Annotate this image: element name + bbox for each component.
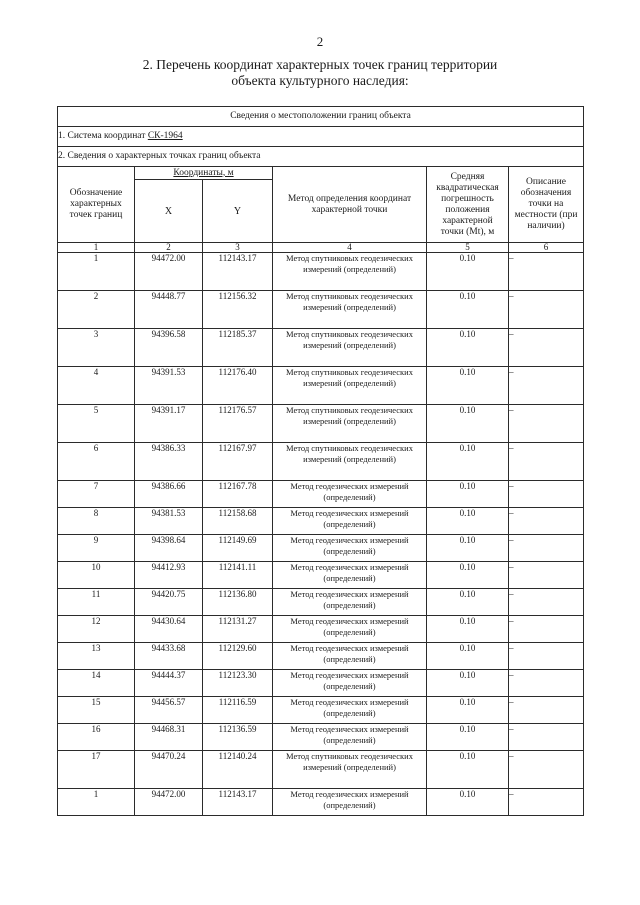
method-cell: Метод геодезических измерений (определений) bbox=[273, 789, 427, 816]
error-value: 0.10 bbox=[427, 697, 509, 724]
y-coordinate: 112158.68 bbox=[203, 508, 273, 535]
table-row bbox=[58, 443, 584, 481]
table-row bbox=[58, 643, 584, 670]
coordinates-table bbox=[57, 106, 584, 816]
error-value: 0.10 bbox=[427, 481, 509, 508]
description-cell: – bbox=[509, 616, 584, 643]
table-row bbox=[58, 616, 584, 643]
point-label: 10 bbox=[58, 562, 135, 589]
error-value: 0.10 bbox=[427, 562, 509, 589]
y-coordinate: 112140.24 bbox=[203, 751, 273, 789]
description-cell: – bbox=[509, 751, 584, 789]
y-coordinate: 112143.17 bbox=[203, 253, 273, 291]
x-coordinate: 94470.24 bbox=[135, 751, 203, 789]
method-cell: Метод спутниковых геодезических измерений (определений) bbox=[273, 291, 427, 329]
table-row bbox=[58, 535, 584, 562]
header-description: Описание обозначения точки на местности (при наличии) bbox=[509, 167, 584, 243]
x-coordinate: 94456.57 bbox=[135, 697, 203, 724]
x-coordinate: 94381.53 bbox=[135, 508, 203, 535]
error-value: 0.10 bbox=[427, 329, 509, 367]
header-x: X bbox=[135, 180, 203, 243]
title-line-1: 2. Перечень координат характерных точек границ территории bbox=[142, 57, 498, 72]
header-method: Метод определения координат характерной точки bbox=[273, 167, 427, 243]
points-section-title: 2. Сведения о характерных точках границ объекта bbox=[58, 147, 584, 167]
document-title bbox=[120, 57, 520, 89]
error-value: 0.10 bbox=[427, 367, 509, 405]
y-coordinate: 112136.59 bbox=[203, 724, 273, 751]
table-row bbox=[58, 562, 584, 589]
y-coordinate: 112143.17 bbox=[203, 789, 273, 816]
column-number: 4 bbox=[273, 243, 427, 253]
method-cell: Метод геодезических измерений (определений) bbox=[273, 697, 427, 724]
x-coordinate: 94472.00 bbox=[135, 253, 203, 291]
point-label: 8 bbox=[58, 508, 135, 535]
title-line-2: объекта культурного наследия: bbox=[231, 73, 409, 88]
y-coordinate: 112141.11 bbox=[203, 562, 273, 589]
y-coordinate: 112156.32 bbox=[203, 291, 273, 329]
method-cell: Метод геодезических измерений (определений) bbox=[273, 589, 427, 616]
y-coordinate: 112131.27 bbox=[203, 616, 273, 643]
point-label: 2 bbox=[58, 291, 135, 329]
error-value: 0.10 bbox=[427, 589, 509, 616]
table-row bbox=[58, 751, 584, 789]
error-value: 0.10 bbox=[427, 616, 509, 643]
point-label: 11 bbox=[58, 589, 135, 616]
description-cell: – bbox=[509, 724, 584, 751]
x-coordinate: 94472.00 bbox=[135, 789, 203, 816]
method-cell: Метод геодезических измерений (определений) bbox=[273, 535, 427, 562]
table-row bbox=[58, 291, 584, 329]
header-error: Средняя квадратическая погрешность положения характерной точки (Mt), м bbox=[427, 167, 509, 243]
table-row bbox=[58, 724, 584, 751]
error-value: 0.10 bbox=[427, 405, 509, 443]
x-coordinate: 94391.17 bbox=[135, 405, 203, 443]
point-label: 4 bbox=[58, 367, 135, 405]
method-cell: Метод спутниковых геодезических измерений (определений) bbox=[273, 367, 427, 405]
description-cell: – bbox=[509, 291, 584, 329]
x-coordinate: 94430.64 bbox=[135, 616, 203, 643]
section-title: Сведения о местоположении границ объекта bbox=[58, 107, 584, 127]
table-row bbox=[58, 329, 584, 367]
description-cell: – bbox=[509, 670, 584, 697]
y-coordinate: 112116.59 bbox=[203, 697, 273, 724]
coordinate-system-row bbox=[58, 127, 584, 147]
table-row bbox=[58, 405, 584, 443]
method-cell: Метод геодезических измерений (определений) bbox=[273, 724, 427, 751]
x-coordinate: 94386.33 bbox=[135, 443, 203, 481]
description-cell: – bbox=[509, 367, 584, 405]
point-label: 15 bbox=[58, 697, 135, 724]
method-cell: Метод спутниковых геодезических измерений (определений) bbox=[273, 253, 427, 291]
x-coordinate: 94391.53 bbox=[135, 367, 203, 405]
method-cell: Метод геодезических измерений (определений) bbox=[273, 643, 427, 670]
x-coordinate: 94468.31 bbox=[135, 724, 203, 751]
x-coordinate: 94444.37 bbox=[135, 670, 203, 697]
description-cell: – bbox=[509, 508, 584, 535]
description-cell: – bbox=[509, 481, 584, 508]
column-number: 3 bbox=[203, 243, 273, 253]
method-cell: Метод геодезических измерений (определений) bbox=[273, 616, 427, 643]
y-coordinate: 112167.78 bbox=[203, 481, 273, 508]
table-row bbox=[58, 789, 584, 816]
column-numbers-row bbox=[58, 243, 584, 253]
description-cell: – bbox=[509, 643, 584, 670]
error-value: 0.10 bbox=[427, 724, 509, 751]
table-row bbox=[58, 367, 584, 405]
error-value: 0.10 bbox=[427, 508, 509, 535]
point-label: 3 bbox=[58, 329, 135, 367]
error-value: 0.10 bbox=[427, 789, 509, 816]
point-label: 6 bbox=[58, 443, 135, 481]
x-coordinate: 94412.93 bbox=[135, 562, 203, 589]
table-row bbox=[58, 253, 584, 291]
point-label: 5 bbox=[58, 405, 135, 443]
header-point: Обозначение характерных точек границ bbox=[58, 167, 135, 243]
point-label: 9 bbox=[58, 535, 135, 562]
page-number: 2 bbox=[316, 34, 324, 49]
y-coordinate: 112185.37 bbox=[203, 329, 273, 367]
y-coordinate: 112167.97 bbox=[203, 443, 273, 481]
table-row bbox=[58, 697, 584, 724]
method-cell: Метод спутниковых геодезических измерений (определений) bbox=[273, 751, 427, 789]
error-value: 0.10 bbox=[427, 751, 509, 789]
column-number: 1 bbox=[58, 243, 135, 253]
point-label: 14 bbox=[58, 670, 135, 697]
x-coordinate: 94433.68 bbox=[135, 643, 203, 670]
point-label: 16 bbox=[58, 724, 135, 751]
point-label: 1 bbox=[58, 253, 135, 291]
error-value: 0.10 bbox=[427, 643, 509, 670]
method-cell: Метод спутниковых геодезических измерений (определений) bbox=[273, 405, 427, 443]
method-cell: Метод геодезических измерений (определений) bbox=[273, 508, 427, 535]
description-cell: – bbox=[509, 443, 584, 481]
point-label: 13 bbox=[58, 643, 135, 670]
method-cell: Метод геодезических измерений (определений) bbox=[273, 670, 427, 697]
point-label: 1 bbox=[58, 789, 135, 816]
error-value: 0.10 bbox=[427, 253, 509, 291]
y-coordinate: 112149.69 bbox=[203, 535, 273, 562]
error-value: 0.10 bbox=[427, 443, 509, 481]
x-coordinate: 94420.75 bbox=[135, 589, 203, 616]
header-y: Y bbox=[203, 180, 273, 243]
y-coordinate: 112176.57 bbox=[203, 405, 273, 443]
error-value: 0.10 bbox=[427, 291, 509, 329]
method-cell: Метод спутниковых геодезических измерений (определений) bbox=[273, 329, 427, 367]
method-cell: Метод геодезических измерений (определений) bbox=[273, 562, 427, 589]
method-cell: Метод спутниковых геодезических измерений (определений) bbox=[273, 443, 427, 481]
table-row bbox=[58, 481, 584, 508]
column-number: 2 bbox=[135, 243, 203, 253]
description-cell: – bbox=[509, 535, 584, 562]
column-number: 6 bbox=[509, 243, 584, 253]
description-cell: – bbox=[509, 253, 584, 291]
table-row bbox=[58, 589, 584, 616]
error-value: 0.10 bbox=[427, 670, 509, 697]
y-coordinate: 112129.60 bbox=[203, 643, 273, 670]
method-cell: Метод геодезических измерений (определений) bbox=[273, 481, 427, 508]
point-label: 12 bbox=[58, 616, 135, 643]
description-cell: – bbox=[509, 789, 584, 816]
y-coordinate: 112136.80 bbox=[203, 589, 273, 616]
point-label: 17 bbox=[58, 751, 135, 789]
coordinate-system-value: СК-1964 bbox=[147, 131, 183, 141]
description-cell: – bbox=[509, 405, 584, 443]
description-cell: – bbox=[509, 329, 584, 367]
table-row bbox=[58, 670, 584, 697]
header-coordinates: Координаты, м bbox=[135, 167, 273, 180]
point-label: 7 bbox=[58, 481, 135, 508]
y-coordinate: 112123.30 bbox=[203, 670, 273, 697]
x-coordinate: 94448.77 bbox=[135, 291, 203, 329]
description-cell: – bbox=[509, 589, 584, 616]
y-coordinate: 112176.40 bbox=[203, 367, 273, 405]
column-number: 5 bbox=[427, 243, 509, 253]
error-value: 0.10 bbox=[427, 535, 509, 562]
description-cell: – bbox=[509, 697, 584, 724]
x-coordinate: 94398.64 bbox=[135, 535, 203, 562]
x-coordinate: 94386.66 bbox=[135, 481, 203, 508]
table-row bbox=[58, 508, 584, 535]
description-cell: – bbox=[509, 562, 584, 589]
coordinate-system-label: 1. Система координат bbox=[58, 131, 148, 141]
x-coordinate: 94396.58 bbox=[135, 329, 203, 367]
